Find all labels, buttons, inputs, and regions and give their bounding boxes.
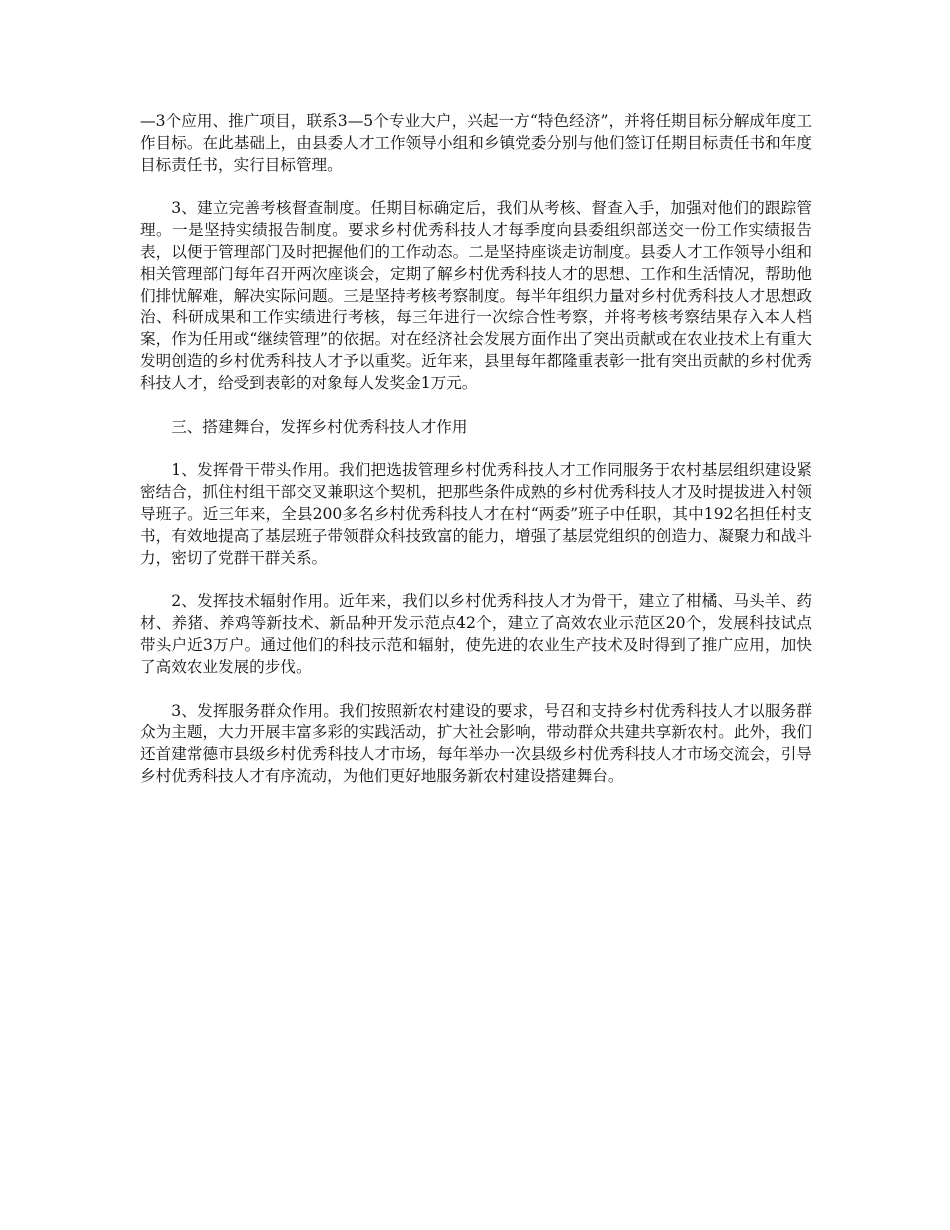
paragraph-serving-masses: 3、发挥服务群众作用。我们按照新农村建设的要求，号召和支持乡村优秀科技人才以服务群众为主题，大力开展丰富多彩的实践活动，扩大社会影响，带动群众共建共享新农村。此外，我们还首建常德市县级乡村优秀科技人才市场，每年举办一次县级乡村优秀科技人才市场交流会，引导乡村优秀科技人才有序流动，为他们更好地服务新农村建设搭建舞台。 [140,701,812,785]
paragraph-technology-radiation: 2、发挥技术辐射作用。近年来，我们以乡村优秀科技人才为骨干，建立了柑橘、马头羊、药材、养猪、养鸡等新技术、新品种开发示范点42个，建立了高效农业示范区20个，发展科技试点带头户近3万户。通过他们的科技示范和辐射，使先进的农业生产技术及时得到了推广应用，加快了高效农业发展的步伐。 [140,592,812,676]
paragraph-continuation: —3个应用、推广项目，联系3—5个专业大户，兴起一方“特色经济”，并将任期目标分解成年度工作目标。在此基础上，由县委人才工作领导小组和乡镇党委分别与他们签订任期目标责任书和年度目标责任书，实行目标管理。 [140,112,812,174]
paragraph-backbone-role: 1、发挥骨干带头作用。我们把选拔管理乡村优秀科技人才工作同服务于农村基层组织建设紧密结合，抓住村组干部交叉兼职这个契机，把那些条件成熟的乡村优秀科技人才及时提拔进入村领导班子。近三年来，全县200多名乡村优秀科技人才在村“两委”班子中任职，其中192名担任村支书，有效地提高了基层班子带领群众科技致富的能力，增强了基层党组织的创造力、凝聚力和战斗力，密切了党群干群关系。 [140,461,812,567]
paragraph-assessment-system: 3、建立完善考核督查制度。任期目标确定后，我们从考核、督查入手，加强对他们的跟踪管理。一是坚持实绩报告制度。要求乡村优秀科技人才每季度向县委组织部送交一份工作实绩报告表，以便于管理部门及时把握他们的工作动态。二是坚持座谈走访制度。县委人才工作领导小组和相关管理部门每年召开两次座谈会，定期了解乡村优秀科技人才的思想、工作和生活情况，帮助他们排忧解难，解决实际问题。三是坚持考核考察制度。每半年组织力量对乡村优秀科技人才思想政治、科研成果和工作实绩进行考核，每三年进行一次综合性考察，并将考核考察结果存入本人档案，作为任用或“继续管理”的依据。对在经济社会发展方面作出了突出贡献或在农业技术上有重大发明创造的乡村优秀科技人才予以重奖。近年来，县里每年都隆重表彰一批有突出贡献的乡村优秀科技人才，给受到表彰的对象每人发奖金1万元。 [140,199,812,392]
section-heading: 三、搭建舞台，发挥乡村优秀科技人才作用 [171,417,468,436]
document-body [140,111,812,810]
